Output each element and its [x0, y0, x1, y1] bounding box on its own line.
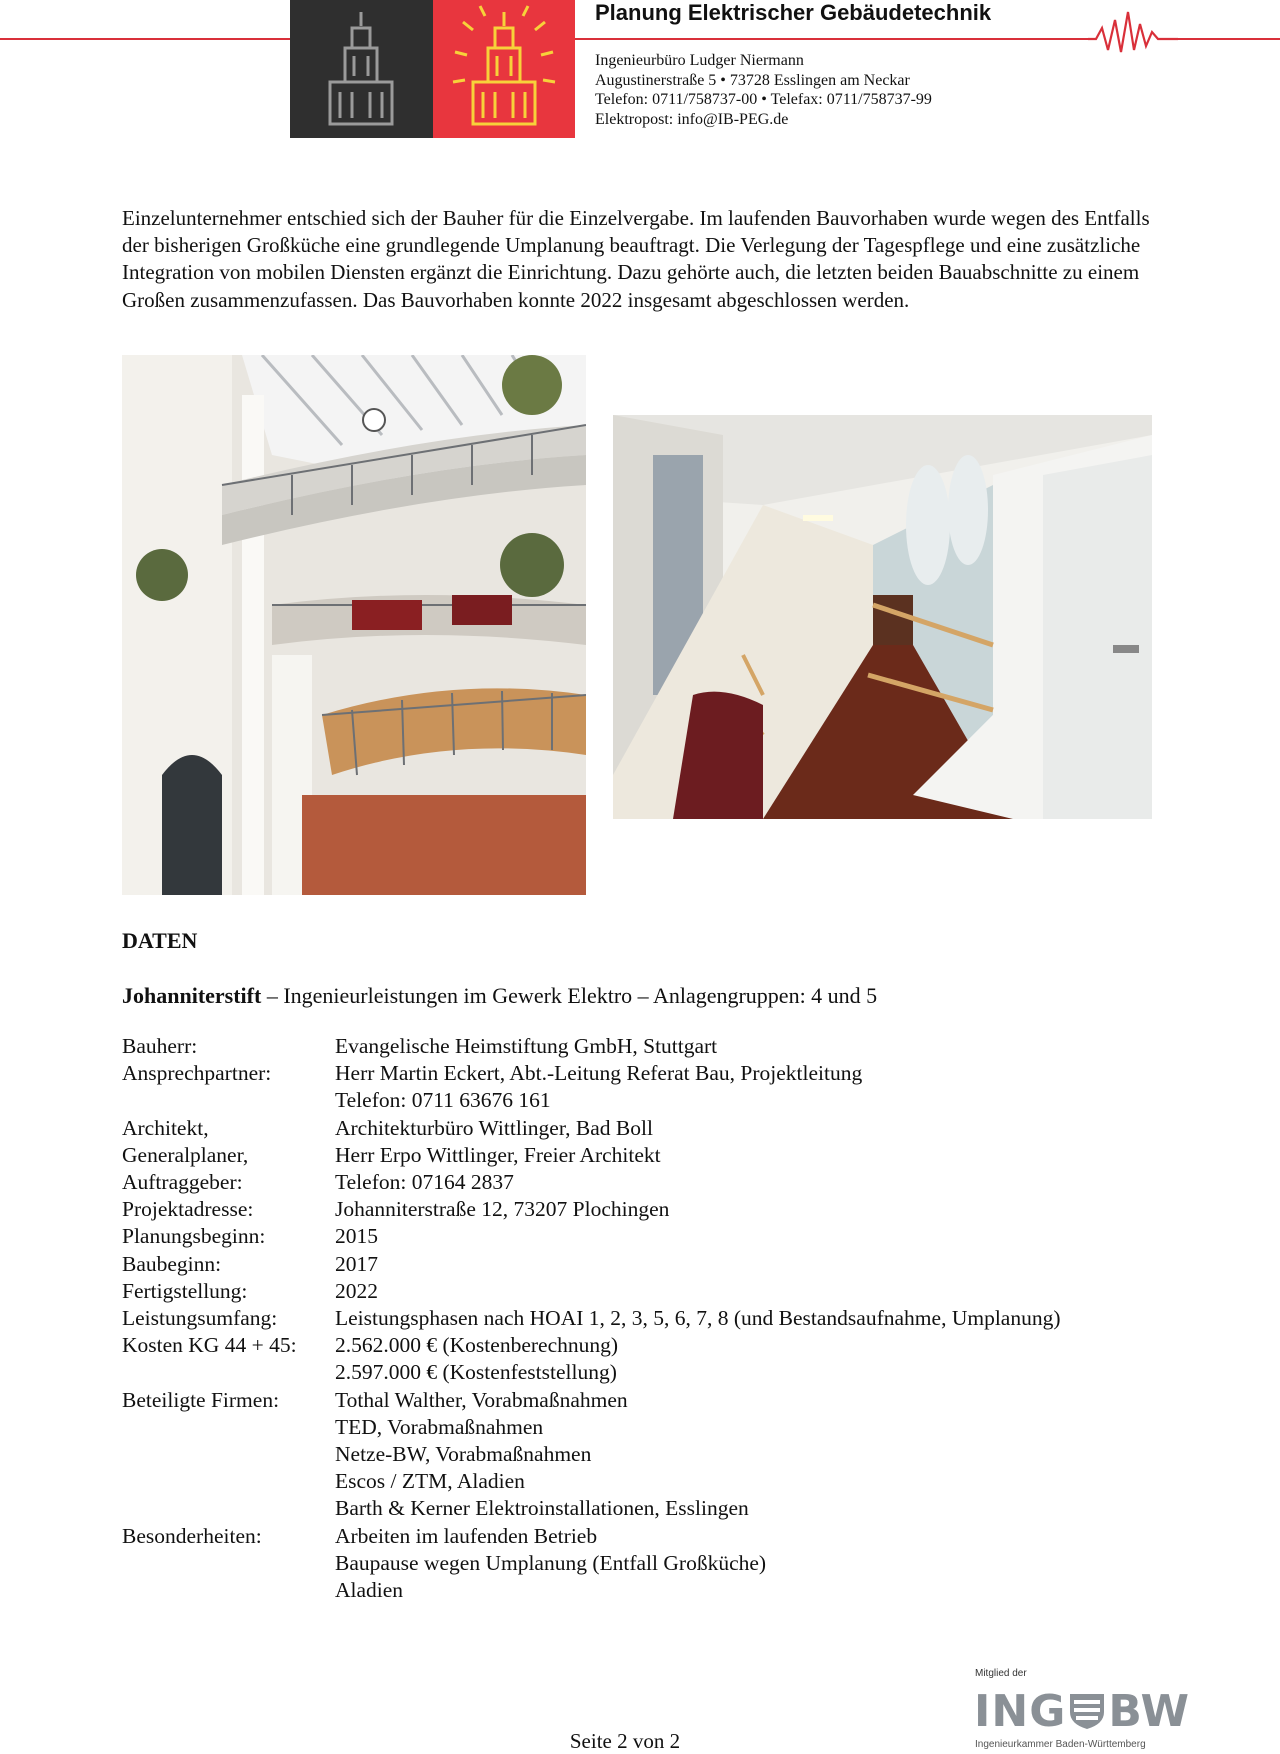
- data-label: Planungsbeginn:: [122, 1224, 266, 1249]
- data-row: [122, 1414, 1061, 1441]
- corridor-illustration: [613, 415, 1152, 819]
- data-row: [122, 1332, 1061, 1359]
- data-row: [122, 1087, 1061, 1114]
- data-value: Arbeiten im laufenden Betrieb: [335, 1523, 598, 1548]
- data-label: [122, 1359, 335, 1386]
- data-value: Aladien: [335, 1578, 404, 1603]
- data-label: Fertigstellung:: [122, 1278, 248, 1303]
- data-row: [122, 1387, 1061, 1414]
- data-row: [122, 1115, 1061, 1142]
- data-value: Johanniterstraße 12, 73207 Plochingen: [335, 1197, 670, 1222]
- data-row: [122, 1142, 1061, 1169]
- data-label: Ansprechpartner:: [122, 1061, 272, 1086]
- logo-building-red: [433, 0, 575, 138]
- address-line: Ingenieurbüro Ludger Niermann: [595, 52, 804, 69]
- data-label: Leistungsumfang:: [122, 1306, 278, 1331]
- data-value: 2022: [335, 1278, 378, 1303]
- data-label: [122, 1577, 335, 1604]
- data-label: Beteiligte Firmen:: [122, 1387, 280, 1412]
- data-row: [122, 1033, 1061, 1060]
- company-address: [595, 51, 932, 129]
- member-label: Mitglied der: [975, 1668, 1027, 1679]
- data-label: Bauherr:: [122, 1034, 198, 1058]
- corridor-photo: [613, 415, 1152, 819]
- coat-of-arms-icon: [1068, 1690, 1106, 1730]
- project-name: Johanniterstift: [122, 983, 262, 1008]
- data-label: [122, 1468, 335, 1495]
- data-label: Auftraggeber:: [122, 1170, 243, 1195]
- data-row: [122, 1251, 1061, 1278]
- ingbw-logo: [974, 1686, 1190, 1737]
- data-label: [122, 1414, 335, 1441]
- page-number: Seite 2 von 2: [569, 1729, 681, 1753]
- building-lit-icon: [433, 0, 575, 138]
- data-row: [122, 1441, 1061, 1468]
- data-value: 2017: [335, 1251, 378, 1276]
- data-label: [122, 1550, 335, 1577]
- data-value: Barth & Kerner Elektroinstallationen, Esslingen: [335, 1496, 749, 1521]
- data-value: TED, Vorabmaßnahmen: [335, 1414, 544, 1439]
- data-row: [122, 1223, 1061, 1250]
- data-row: [122, 1060, 1061, 1087]
- address-line: Augustinerstraße 5 • 73728 Esslingen am Neckar: [595, 71, 910, 89]
- data-row: [122, 1550, 1061, 1577]
- data-label: Generalplaner,: [122, 1142, 249, 1167]
- data-row: [122, 1196, 1061, 1223]
- data-row: [122, 1169, 1061, 1196]
- intro-paragraph: Einzelunternehmer entschied sich der Bauher für die Einzelvergabe. Im laufenden Bauvorhaben wurde wegen des Entfalls der bisherigen Großküche eine grundlegende Umplanung beauftragt. Die Verlegung der Tagespflege und eine zusätzliche Integration von mobilen Diensten ergänzt die Einrichtung. Dazu gehörte auch, die letzten beiden Bauabschnitte zu einem Großen zusammenzufassen. Das Bauvorhaben konnte 2022 insgesamt abgeschlossen werden.: [122, 206, 1150, 312]
- data-value: Netze-BW, Vorabmaßnahmen: [335, 1442, 592, 1467]
- data-value: Leistungsphasen nach HOAI 1, 2, 3, 5, 6, 7, 8 (und Bestandsaufnahme, Umplanung): [335, 1306, 1061, 1331]
- data-row: [122, 1523, 1061, 1550]
- data-value: Escos / ZTM, Aladien: [335, 1469, 525, 1494]
- data-value: Evangelische Heimstiftung GmbH, Stuttgart: [335, 1034, 718, 1058]
- data-value: Telefon: 07164 2837: [335, 1170, 514, 1195]
- project-line: [122, 983, 877, 1009]
- header-rule-right: [575, 38, 1090, 40]
- data-label: Architekt,: [122, 1115, 209, 1140]
- data-label: [122, 1441, 335, 1468]
- building-icon: [290, 0, 433, 138]
- project-description: – Ingenieurleistungen im Gewerk Elektro – Anlagengruppen: 4 und 5: [261, 983, 878, 1008]
- data-value: Herr Erpo Wittlinger, Freier Architekt: [335, 1142, 661, 1167]
- data-row: [122, 1305, 1061, 1332]
- data-row: [122, 1278, 1061, 1305]
- data-value: Herr Martin Eckert, Abt.-Leitung Referat Bau, Projektleitung: [335, 1061, 863, 1086]
- data-value: Tothal Walther, Vorabmaßnahmen: [335, 1387, 628, 1412]
- data-label: Projektadresse:: [122, 1197, 254, 1222]
- data-row: [122, 1577, 1061, 1604]
- data-row: [122, 1359, 1061, 1386]
- data-row: [122, 1495, 1061, 1522]
- data-label: [122, 1087, 335, 1114]
- header-rule-end: [1175, 38, 1280, 40]
- data-label: [122, 1495, 335, 1522]
- project-data-table: [122, 1033, 1061, 1604]
- address-line: Elektropost: info@IB-PEG.de: [595, 110, 789, 128]
- data-value: 2.562.000 € (Kostenberechnung): [335, 1333, 619, 1358]
- chamber-name: Ingenieurkammer Baden-Württemberg: [975, 1739, 1146, 1750]
- logo-text-right: BW: [1108, 1686, 1190, 1737]
- logo-building-dark: [290, 0, 433, 138]
- data-label: Kosten KG 44 + 45:: [122, 1333, 297, 1358]
- atrium-photo: [122, 355, 586, 895]
- company-title: Planung Elektrischer Gebäudetechnik: [595, 0, 992, 25]
- section-heading-daten: DATEN: [122, 928, 198, 953]
- data-label: Baubeginn:: [122, 1251, 222, 1276]
- data-value: 2015: [335, 1224, 378, 1249]
- data-value: 2.597.000 € (Kostenfeststellung): [335, 1360, 617, 1385]
- address-line: Telefon: 0711/758737-00 • Telefax: 0711/758737-99: [595, 91, 932, 108]
- header-rule-left: [0, 38, 290, 40]
- logo-text-left: ING: [974, 1686, 1067, 1737]
- data-label: Besonderheiten:: [122, 1523, 262, 1548]
- pulse-wave-icon: [1088, 6, 1178, 56]
- data-value: Architekturbüro Wittlinger, Bad Boll: [335, 1115, 653, 1140]
- data-value: Telefon: 0711 63676 161: [335, 1088, 551, 1113]
- data-value: Baupause wegen Umplanung (Entfall Großküche): [335, 1550, 767, 1575]
- data-row: [122, 1468, 1061, 1495]
- atrium-illustration: [122, 355, 586, 895]
